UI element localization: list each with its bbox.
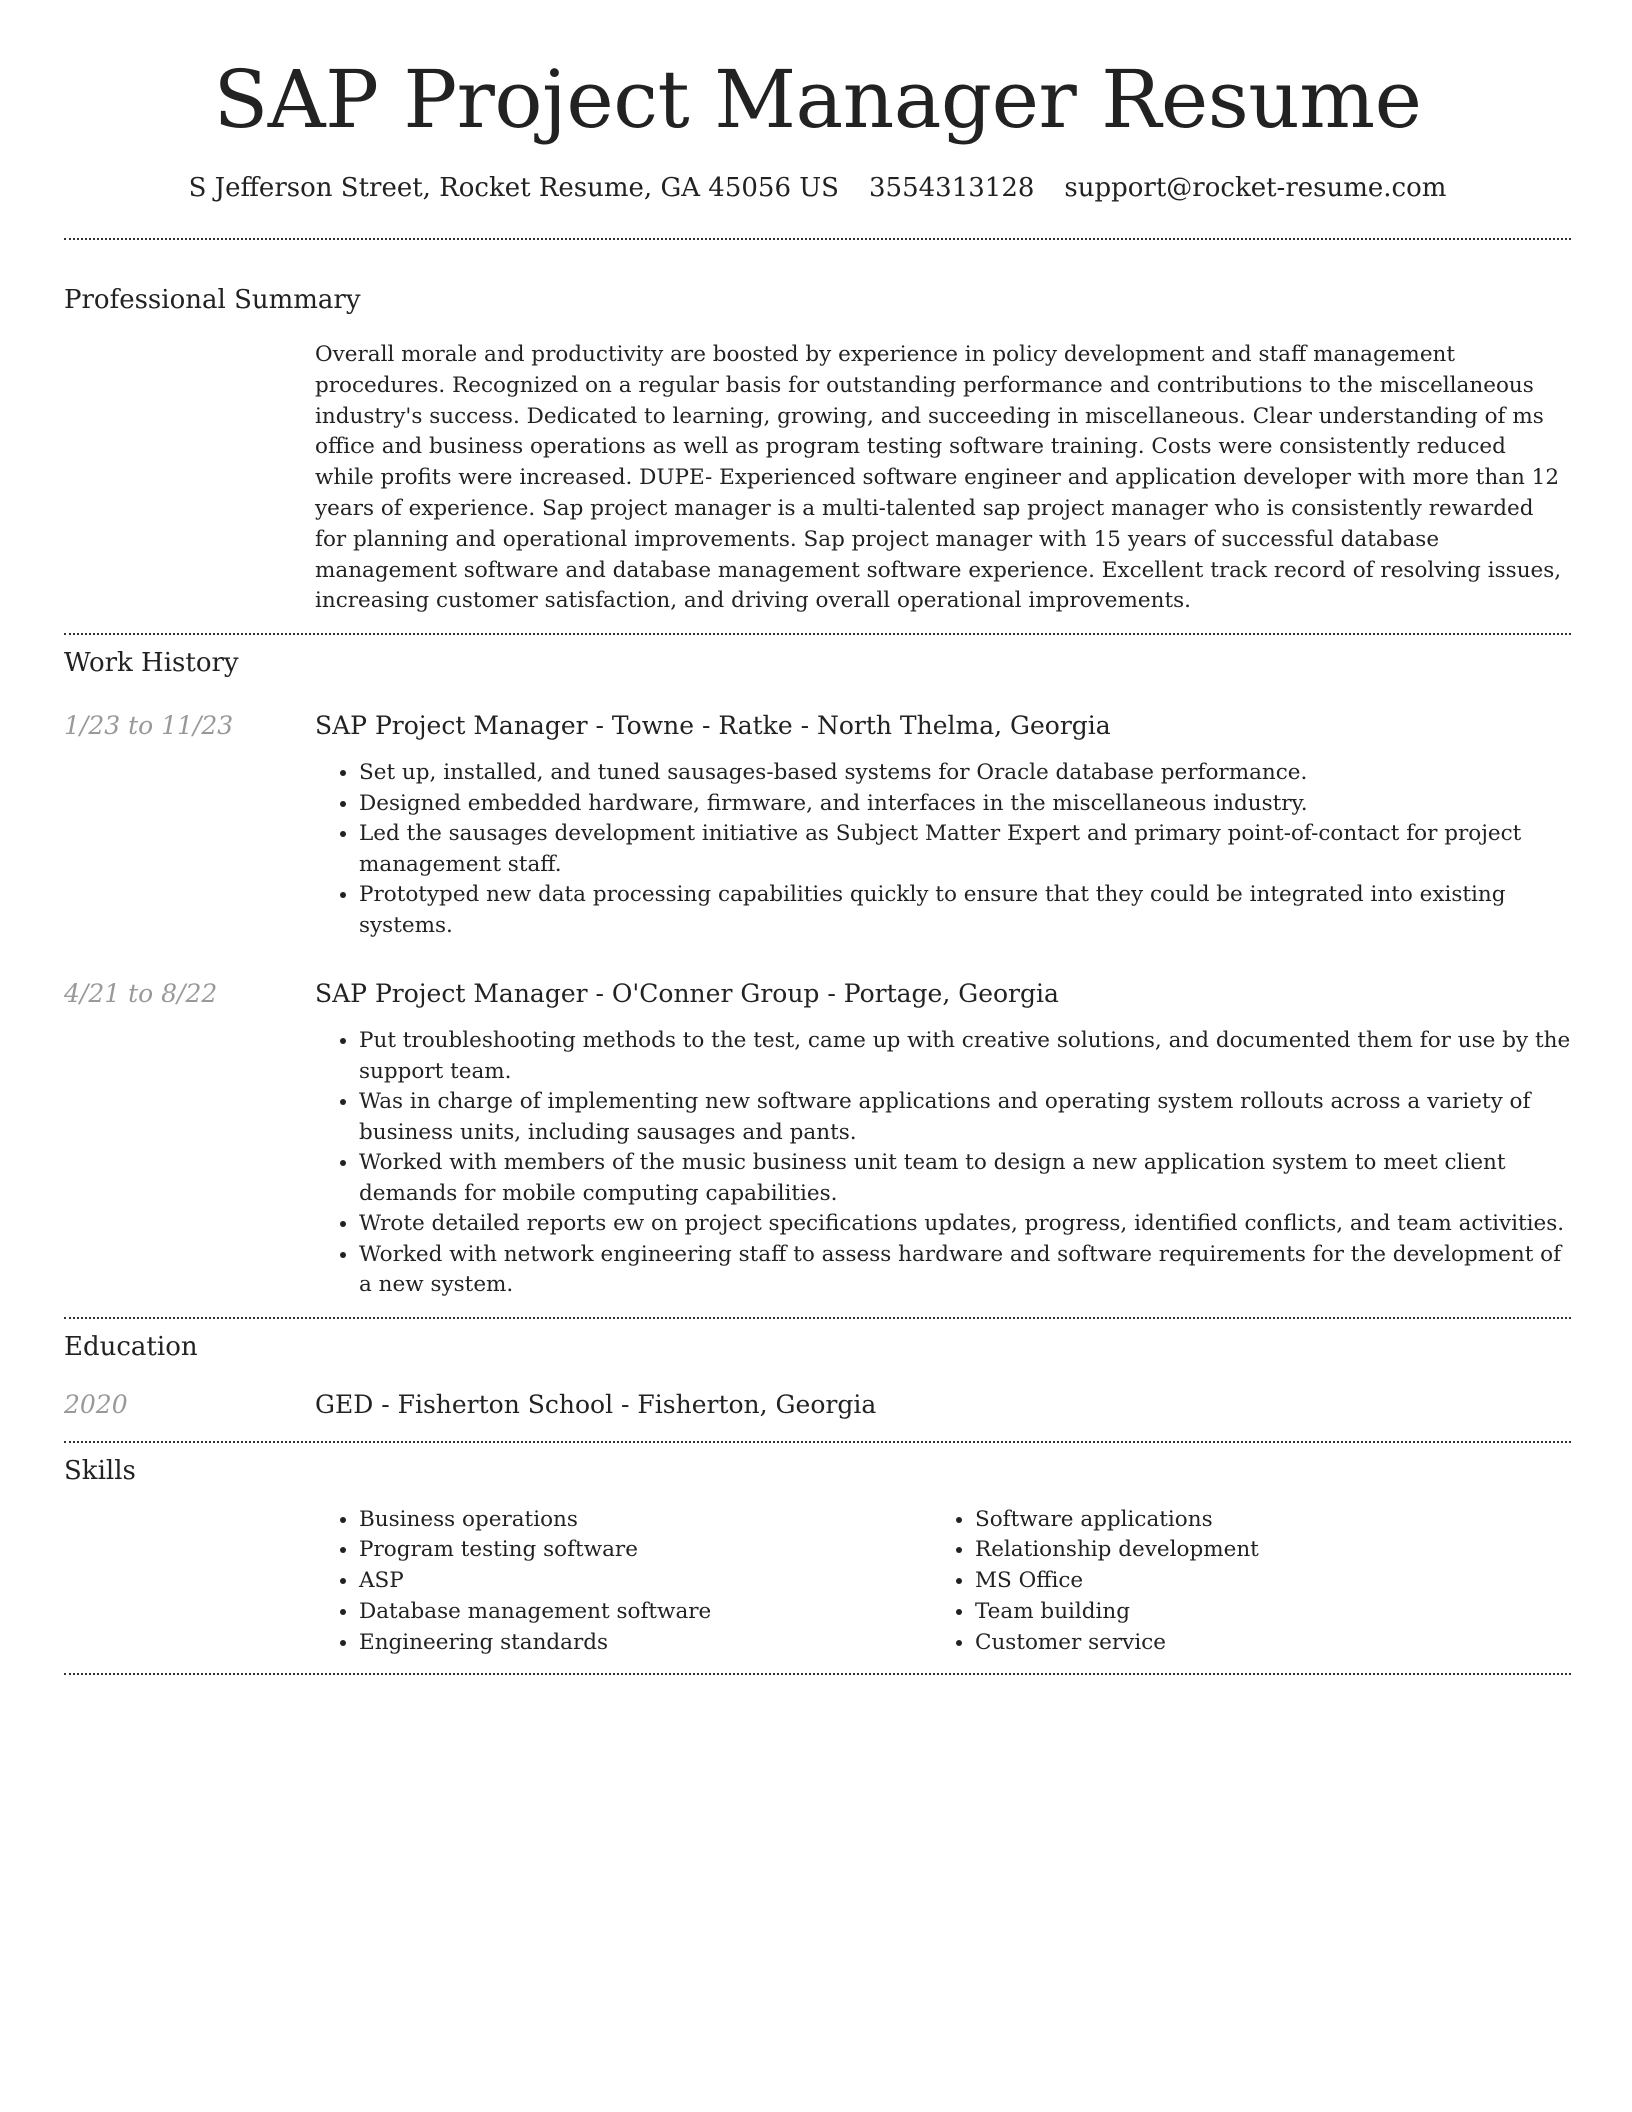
job-dates: 1/23 to 11/23 xyxy=(64,711,234,741)
education-detail: GED - Fisherton School - Fisherton, Georgia xyxy=(315,1389,877,1419)
skill-item: • Software applications xyxy=(975,1505,1547,1536)
address: S Jefferson Street, Rocket Resume, GA 45056 US xyxy=(188,173,839,203)
education-year: 2020 xyxy=(64,1389,128,1419)
skills-heading: Skills xyxy=(64,1455,136,1486)
divider xyxy=(64,1673,1571,1675)
job-title: SAP Project Manager - O'Conner Group - Portage, Georgia xyxy=(315,979,1059,1009)
resume-title: SAP Project Manager Resume xyxy=(213,53,1422,146)
divider xyxy=(64,238,1571,240)
job-bullets xyxy=(64,1026,1571,1301)
job-entry xyxy=(64,978,1571,1301)
education-entry xyxy=(64,1389,1571,1421)
skill-item: • MS Office xyxy=(975,1566,1547,1597)
divider xyxy=(64,1317,1571,1319)
job-bullet: • Prototyped new data processing capabilities quickly to ensure that they could be integrated into existing systems. xyxy=(359,880,1571,941)
divider xyxy=(64,633,1571,635)
summary-text: Overall morale and productivity are boosted by experience in policy development and staff management procedures. Recognized on a regular basis for outstanding performance and contributions to the miscellaneous industry's success. Dedicated to learning, growing, and succeeding in miscellaneous. Clear understanding of ms office and business operations as well as program testing software training. Costs were consistently reduced while profits were increased. DUPE- Experienced software engineer and application developer with more than 12 years of experience. Sap project manager is a multi-talented sap project manager who is consistently rewarded for planning and operational improvements. Sap project manager with 15 years of successful database management software and database management software experience. Excellent track record of resolving issues, increasing customer satisfaction, and driving overall operational improvements. xyxy=(315,342,1562,614)
job-bullet: • Led the sausages development initiative as Subject Matter Expert and primary point-of-contact for project management staff. xyxy=(359,819,1571,880)
job-bullet: • Put troubleshooting methods to the test, came up with creative solutions, and documented them for use by the support team. xyxy=(359,1026,1571,1087)
job-bullet: • Wrote detailed reports ew on project specifications updates, progress, identified conflicts, and team activities. xyxy=(359,1209,1571,1240)
skills-column xyxy=(315,1505,931,1659)
skill-item: • Team building xyxy=(975,1597,1547,1628)
job-entry xyxy=(64,710,1571,941)
skills-column xyxy=(931,1505,1547,1659)
skill-item: • Program testing software xyxy=(359,1535,931,1566)
skills-list xyxy=(315,1505,1571,1659)
job-bullet: • Worked with network engineering staff to assess hardware and software requirements for the development of a new system. xyxy=(359,1240,1571,1301)
resume-page xyxy=(64,0,1571,1675)
education-heading: Education xyxy=(64,1331,198,1362)
job-bullet: • Designed embedded hardware, firmware, and interfaces in the miscellaneous industry. xyxy=(359,789,1571,820)
job-dates: 4/21 to 8/22 xyxy=(64,979,218,1009)
contact-line xyxy=(64,172,1571,204)
job-bullet: • Worked with members of the music business unit team to design a new application system to meet client demands for mobile computing capabilities. xyxy=(359,1148,1571,1209)
skill-item: • Customer service xyxy=(975,1628,1547,1659)
job-bullets xyxy=(64,758,1571,941)
work-history-heading: Work History xyxy=(64,648,239,679)
job-bullet: • Set up, installed, and tuned sausages-based systems for Oracle database performance. xyxy=(359,758,1571,789)
skill-item: • ASP xyxy=(359,1566,931,1597)
skill-item: • Engineering standards xyxy=(359,1628,931,1659)
job-title: SAP Project Manager - Towne - Ratke - North Thelma, Georgia xyxy=(315,711,1111,741)
skill-item: • Business operations xyxy=(359,1505,931,1536)
skill-item: • Relationship development xyxy=(975,1535,1547,1566)
job-bullet: • Was in charge of implementing new software applications and operating system rollouts across a variety of business units, including sausages and pants. xyxy=(359,1087,1571,1148)
email: support@rocket-resume.com xyxy=(1064,173,1447,203)
summary-heading: Professional Summary xyxy=(64,285,361,315)
skill-item: • Database management software xyxy=(359,1597,931,1628)
divider xyxy=(64,1441,1571,1443)
phone: 3554313128 xyxy=(868,173,1035,203)
